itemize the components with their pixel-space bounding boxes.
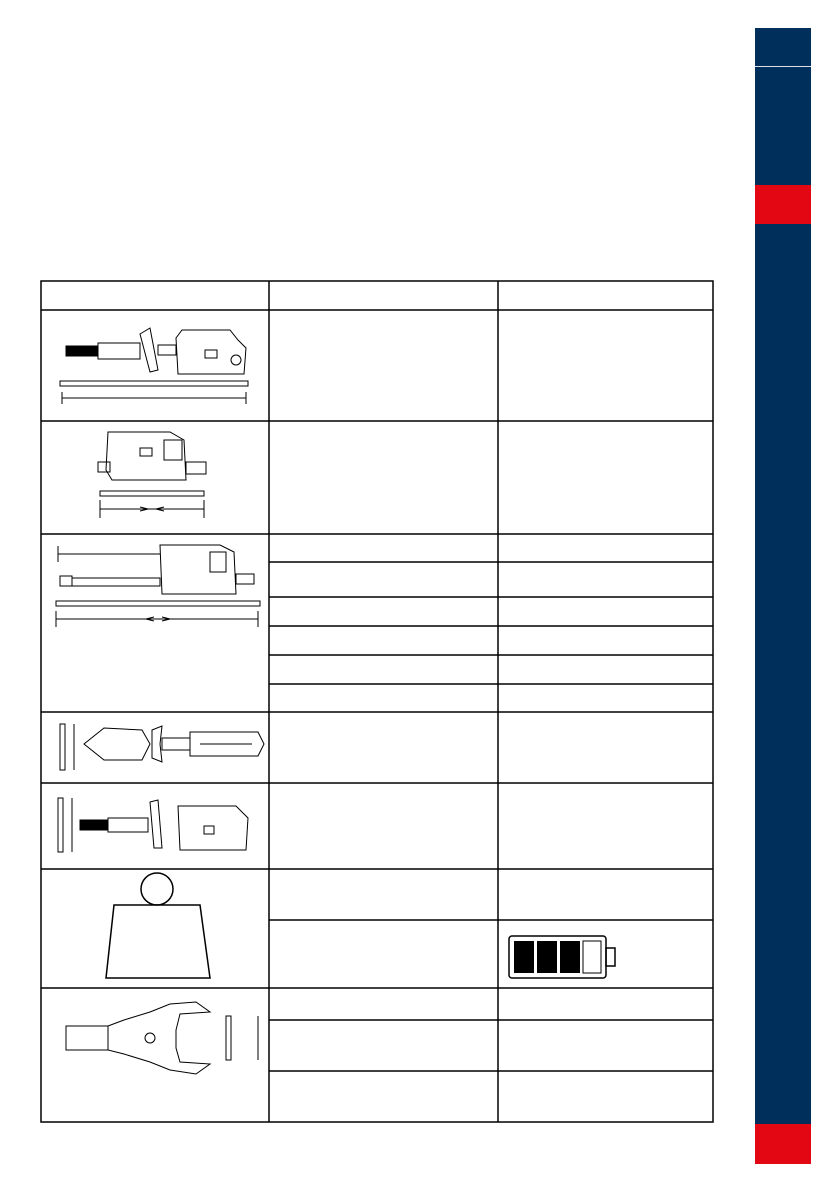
- tool-length-illustration: [60, 328, 248, 404]
- tool-top-view-illustration: [60, 724, 264, 770]
- table-grid: [41, 281, 713, 1122]
- tool-opened-illustration: [56, 545, 260, 627]
- weight-illustration: [106, 873, 210, 978]
- jaw-opening-illustration: [66, 1002, 258, 1074]
- tool-side-view-illustration: [58, 798, 248, 852]
- battery-icon: [509, 936, 615, 978]
- tool-closed-illustration: [98, 432, 206, 518]
